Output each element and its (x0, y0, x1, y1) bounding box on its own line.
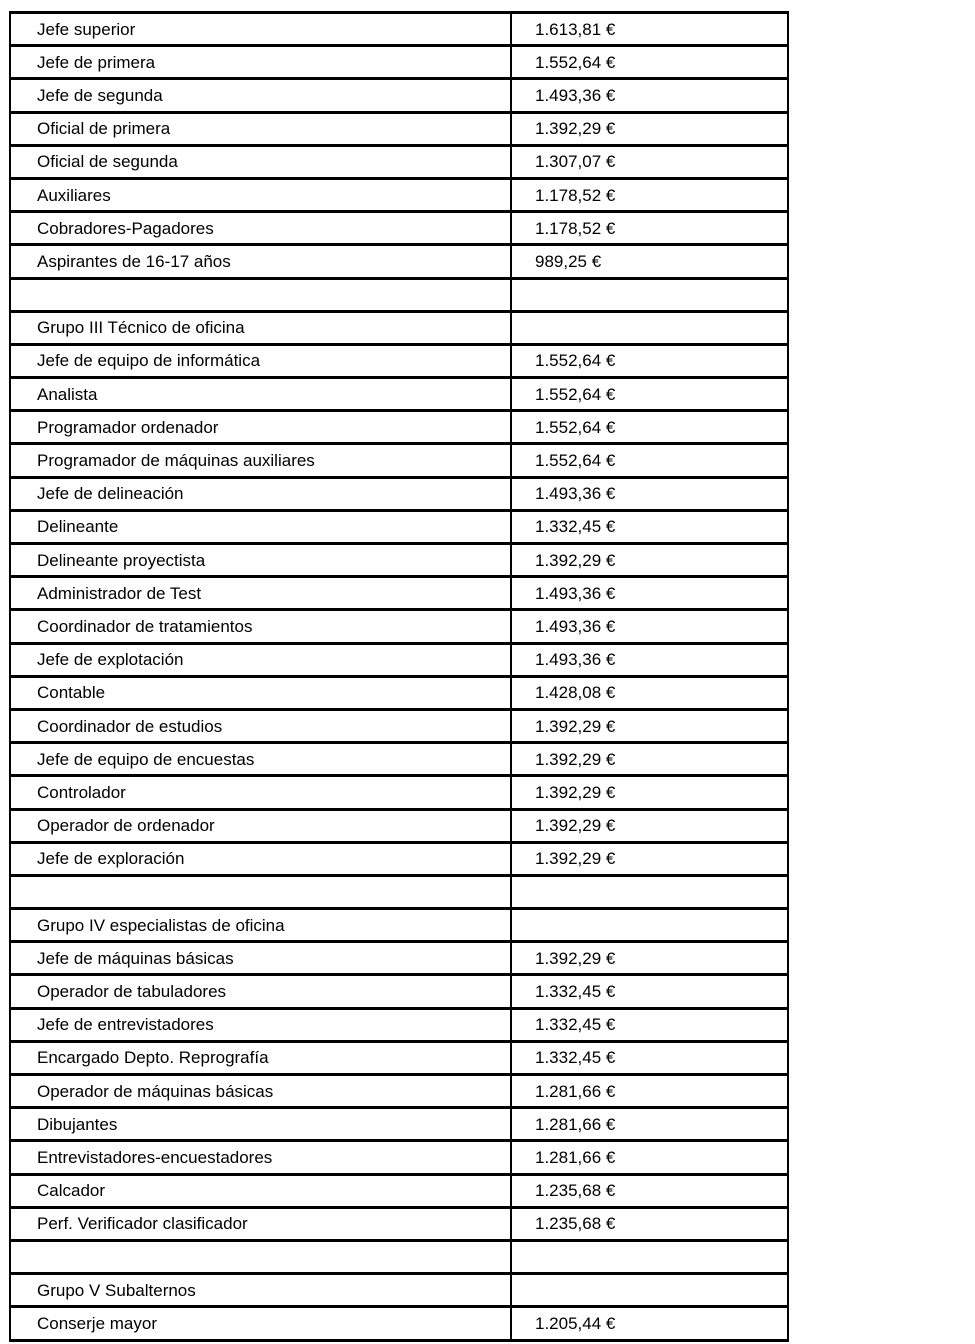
table-row (10, 676, 788, 709)
salary-cell: 1.493,36 € (511, 79, 788, 112)
table-row (10, 809, 788, 842)
table-row (10, 112, 788, 145)
category-cell: Jefe superior (10, 13, 511, 46)
salary-cell: 1.428,08 € (511, 676, 788, 709)
salary-cell: 1.235,68 € (511, 1174, 788, 1207)
salary-cell: 1.392,29 € (511, 776, 788, 809)
table-row (10, 942, 788, 975)
table-row (10, 212, 788, 245)
table-row (10, 743, 788, 776)
category-cell: Cobradores-Pagadores (10, 212, 511, 245)
category-cell: Aspirantes de 16-17 años (10, 245, 511, 278)
category-cell: Delineante proyectista (10, 544, 511, 577)
table-row (10, 842, 788, 875)
table-row (10, 1008, 788, 1041)
category-cell: Auxiliares (10, 178, 511, 211)
salary-cell: 1.178,52 € (511, 212, 788, 245)
category-cell: Jefe de delineación (10, 477, 511, 510)
table-row (10, 577, 788, 610)
table-row (10, 1207, 788, 1240)
table-row (10, 13, 788, 46)
category-cell: Operador de máquinas básicas (10, 1075, 511, 1108)
salary-cell: 989,25 € (511, 245, 788, 278)
category-cell: Dibujantes (10, 1108, 511, 1141)
table-row (10, 709, 788, 742)
table-row (10, 46, 788, 79)
table-row (10, 1307, 788, 1340)
salary-cell (511, 875, 788, 908)
salary-cell (511, 311, 788, 344)
salary-cell: 1.332,45 € (511, 510, 788, 543)
table-row (10, 875, 788, 908)
salary-cell: 1.205,44 € (511, 1307, 788, 1340)
category-cell: Oficial de primera (10, 112, 511, 145)
salary-cell: 1.392,29 € (511, 809, 788, 842)
category-cell: Jefe de equipo de informática (10, 344, 511, 377)
table-row (10, 178, 788, 211)
salary-cell (511, 278, 788, 311)
category-cell: Coordinador de estudios (10, 709, 511, 742)
table-row (10, 544, 788, 577)
salary-cell (511, 1274, 788, 1307)
salary-cell: 1.392,29 € (511, 544, 788, 577)
category-cell: Jefe de primera (10, 46, 511, 79)
salary-cell (511, 1240, 788, 1273)
table-row (10, 1108, 788, 1141)
table-row (10, 1274, 788, 1307)
category-cell: Grupo IV especialistas de oficina (10, 909, 511, 942)
category-cell: Programador de máquinas auxiliares (10, 444, 511, 477)
salary-cell: 1.392,29 € (511, 842, 788, 875)
salary-cell: 1.332,45 € (511, 1008, 788, 1041)
salary-cell: 1.235,68 € (511, 1207, 788, 1240)
category-cell: Jefe de máquinas básicas (10, 942, 511, 975)
table-row (10, 477, 788, 510)
category-cell: Operador de ordenador (10, 809, 511, 842)
table-row (10, 311, 788, 344)
category-cell: Coordinador de tratamientos (10, 610, 511, 643)
salary-cell: 1.392,29 € (511, 112, 788, 145)
salary-cell: 1.307,07 € (511, 145, 788, 178)
salary-cell: 1.552,64 € (511, 378, 788, 411)
category-cell: Operador de tabuladores (10, 975, 511, 1008)
category-cell (10, 875, 511, 908)
salary-cell: 1.392,29 € (511, 743, 788, 776)
salary-cell: 1.332,45 € (511, 975, 788, 1008)
table-row (10, 776, 788, 809)
salary-cell: 1.493,36 € (511, 477, 788, 510)
salary-cell: 1.281,66 € (511, 1108, 788, 1141)
category-cell: Encargado Depto. Reprografía (10, 1041, 511, 1074)
table-row (10, 1041, 788, 1074)
table-row (10, 1141, 788, 1174)
salary-cell: 1.493,36 € (511, 577, 788, 610)
category-cell: Oficial de segunda (10, 145, 511, 178)
salary-cell: 1.552,64 € (511, 444, 788, 477)
category-cell: Programador ordenador (10, 411, 511, 444)
table-row (10, 1174, 788, 1207)
salary-table-body (10, 13, 788, 1341)
table-row (10, 909, 788, 942)
salary-cell: 1.332,45 € (511, 1041, 788, 1074)
category-cell: Delineante (10, 510, 511, 543)
table-row (10, 975, 788, 1008)
table-row (10, 444, 788, 477)
category-cell: Contable (10, 676, 511, 709)
salary-cell: 1.178,52 € (511, 178, 788, 211)
category-cell: Calcador (10, 1174, 511, 1207)
category-cell: Jefe de explotación (10, 643, 511, 676)
table-row (10, 610, 788, 643)
table-row (10, 245, 788, 278)
category-cell (10, 1240, 511, 1273)
table-row (10, 145, 788, 178)
category-cell: Jefe de exploración (10, 842, 511, 875)
category-cell: Entrevistadores-encuestadores (10, 1141, 511, 1174)
category-cell: Jefe de segunda (10, 79, 511, 112)
salary-cell: 1.392,29 € (511, 709, 788, 742)
salary-cell: 1.613,81 € (511, 13, 788, 46)
table-row (10, 643, 788, 676)
salary-table (9, 11, 789, 1342)
category-cell: Jefe de entrevistadores (10, 1008, 511, 1041)
category-cell: Analista (10, 378, 511, 411)
category-cell: Perf. Verificador clasificador (10, 1207, 511, 1240)
salary-cell: 1.281,66 € (511, 1141, 788, 1174)
table-row (10, 411, 788, 444)
table-row (10, 1075, 788, 1108)
category-cell: Jefe de equipo de encuestas (10, 743, 511, 776)
table-row (10, 344, 788, 377)
category-cell (10, 278, 511, 311)
salary-cell: 1.281,66 € (511, 1075, 788, 1108)
table-row (10, 378, 788, 411)
table-row (10, 278, 788, 311)
category-cell: Conserje mayor (10, 1307, 511, 1340)
salary-cell: 1.552,64 € (511, 411, 788, 444)
salary-cell: 1.552,64 € (511, 344, 788, 377)
salary-cell: 1.493,36 € (511, 610, 788, 643)
table-row (10, 79, 788, 112)
table-row (10, 1240, 788, 1273)
table-row (10, 510, 788, 543)
salary-cell: 1.552,64 € (511, 46, 788, 79)
salary-cell: 1.493,36 € (511, 643, 788, 676)
category-cell: Grupo V Subalternos (10, 1274, 511, 1307)
salary-cell: 1.392,29 € (511, 942, 788, 975)
salary-cell (511, 909, 788, 942)
category-cell: Grupo III Técnico de oficina (10, 311, 511, 344)
category-cell: Administrador de Test (10, 577, 511, 610)
category-cell: Controlador (10, 776, 511, 809)
